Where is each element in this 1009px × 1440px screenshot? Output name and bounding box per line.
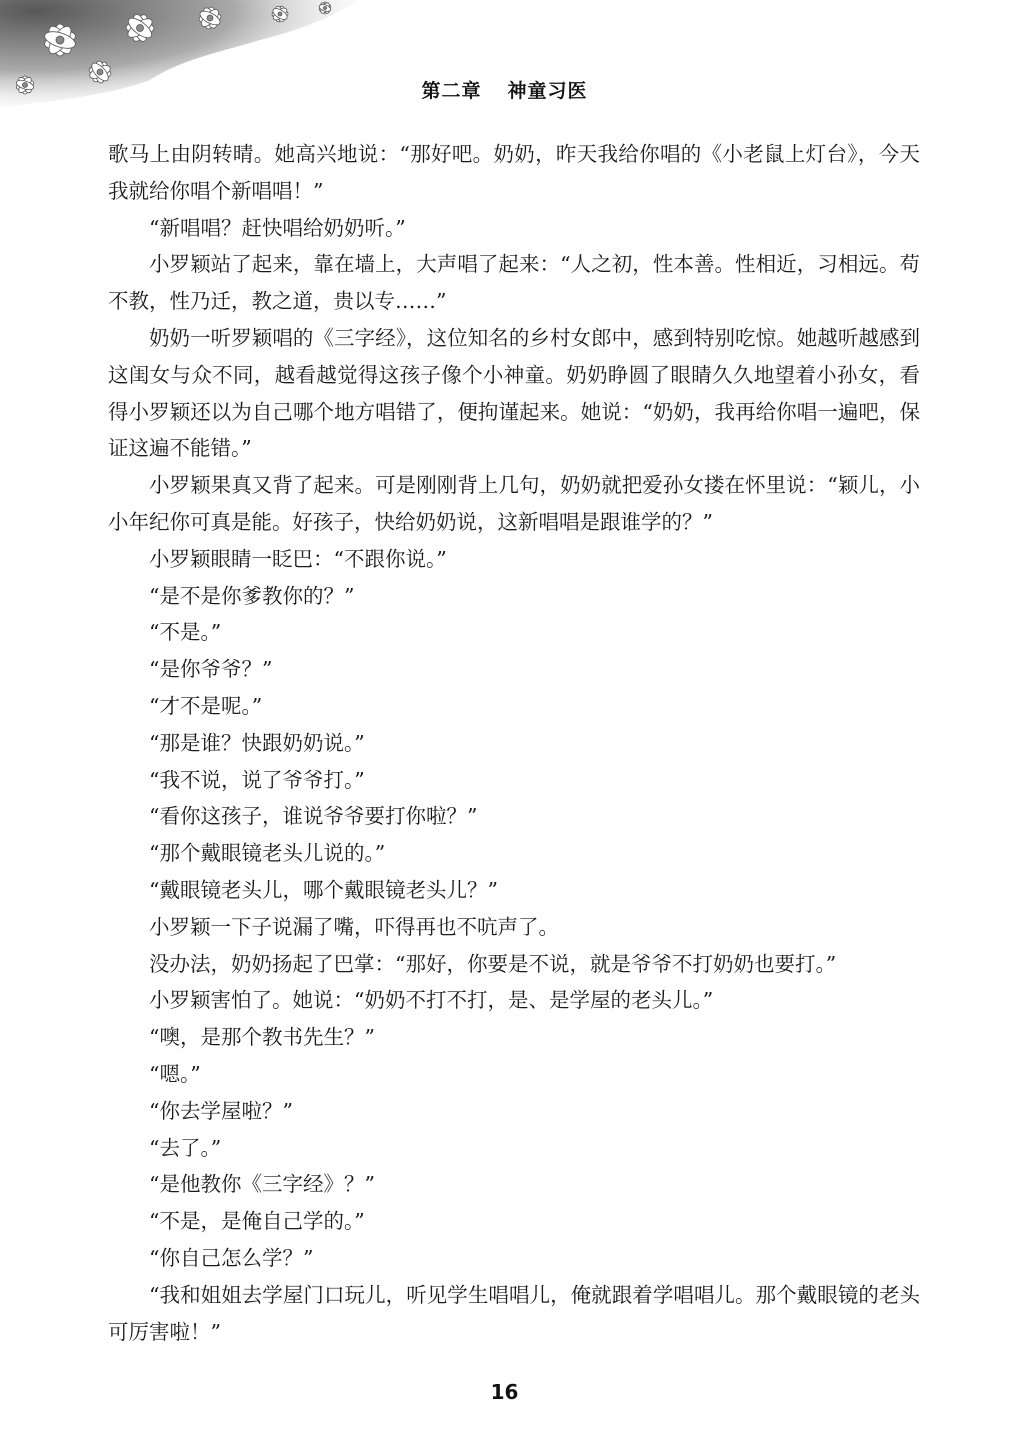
paragraph: “才不是呢。” [149,693,263,718]
paragraph: “噢，是那个教书先生？” [149,1025,375,1050]
paragraph: “戴眼镜老头儿，哪个戴眼镜老头儿？” [149,877,498,902]
paragraph: 没办法，奶奶扬起了巴掌：“那好，你要是不说，就是爷爷不打奶奶也要打。” [149,951,837,976]
body-text [108,136,920,1350]
paragraph: 奶奶一听罗颖唱的《三字经》，这位知名的乡村女郎中，感到特别吃惊。她越听越感到这闺女与众不同，越看越觉得这孩子像个小神童。奶奶睁圆了眼睛久久地望着小孙女，看得小罗颖还以为自己哪个地方唱错了，便拘谨起来。她说：“奶奶，我再给你唱一遍吧，保证这遍不能错。” [108,325,920,461]
chapter-number: 第二章 [421,80,482,102]
paragraph: 歌马上由阴转晴。她高兴地说：“那好吧。奶奶，昨天我给你唱的《小老鼠上灯台》，今天我就给你唱个新唱唱！” [108,142,920,203]
paragraph: “不是。” [149,620,222,645]
paragraph: “嗯。” [149,1061,201,1086]
paragraph: 小罗颖眼睛一眨巴：“不跟你说。” [149,546,447,571]
paragraph: “是他教你《三字经》？” [149,1172,375,1197]
paragraph: “看你这孩子，谁说爷爷要打你啦？” [149,804,478,829]
page-number: 16 [490,1380,519,1404]
paragraph: 小罗颖害怕了。她说：“奶奶不打不打，是、是学屋的老头儿。” [149,988,714,1013]
paragraph: “是你爷爷？” [149,657,273,682]
chapter-header [0,76,1009,103]
paragraph: “你去学屋啦？” [149,1098,293,1123]
paragraph: 小罗颖站了起来，靠在墙上，大声唱了起来：“人之初，性本善。性相近，习相远。苟不教，性乃迁，教之道，贵以专……” [108,252,920,314]
paragraph: “不是，是俺自己学的。” [149,1209,365,1234]
chapter-title: 神童习医 [507,80,588,102]
paragraph: “去了。” [149,1135,222,1160]
paragraph: “那个戴眼镜老头儿说的。” [149,841,386,866]
paragraph: 小罗颖一下子说漏了嘴，吓得再也不吭声了。 [149,914,559,939]
paragraph: “你自己怎么学？” [149,1245,314,1270]
paragraph: “那是谁？快跟奶奶说。” [149,730,365,755]
paragraph: “新唱唱？赶快唱给奶奶听。” [149,215,406,240]
paragraph: “我和姐姐去学屋门口玩儿，听见学生唱唱儿，俺就跟着学唱唱儿。那个戴眼镜的老头可厉害啦！” [108,1282,920,1344]
paragraph: “我不说，说了爷爷打。” [149,767,365,792]
paragraph: “是不是你爹教你的？” [149,583,355,608]
paragraph: 小罗颖果真又背了起来。可是刚刚背上几句，奶奶就把爱孙女搂在怀里说：“颖儿，小小年纪你可真是能。好孩子，快给奶奶说，这新唱唱是跟谁学的？” [108,473,920,534]
